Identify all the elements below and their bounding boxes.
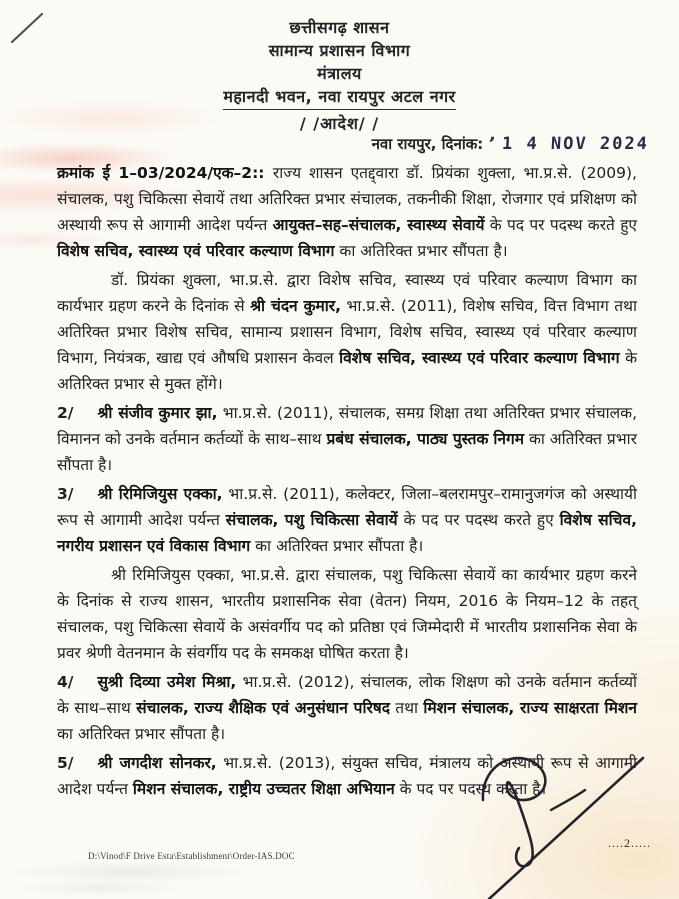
text-segment: तथा [390, 699, 424, 717]
text-segment: है। [532, 780, 547, 798]
bold-text-segment: श्री संजीव कुमार झा, [97, 404, 218, 422]
text-segment: के पद पर पदस्थ करता [394, 780, 533, 798]
document-header [0, 16, 679, 110]
bold-text-segment: क्रमांक ई 1–03/2024/एक–2:: [57, 164, 273, 182]
place-and-date-line [372, 134, 649, 154]
text-segment: राज्य शासन एतद्द्वारा डॉ. प्रियंका शुक्ला, भा.प्र.से. (2009), संचालक, पशु चिकित्सा सेवायें तथा अतिरिक्त प्रभार संचालक, तकनीकी शिक्षा, रोजगार एवं प्रशिक्षण को अस्थायी रूप से आगामी आदेश पर्यन्त [57, 164, 637, 234]
bold-text-segment: श्री जगदीश सोनकर, [97, 754, 217, 772]
text-segment: का अतिरिक्त प्रभार सौंपता है। [250, 537, 424, 555]
bold-text-segment: श्री चंदन कुमार, [250, 297, 341, 315]
department-name: सामान्य प्रशासन विभाग [268, 41, 411, 60]
text-segment: भा.प्र.से. (2013), संयुक्त सचिव, मंत्रालय को अस्थायी रूप से आगामी आदेश पर्यन्त [57, 754, 637, 798]
bold-text-segment: श्री रिमिजियुस एक्का, [97, 485, 223, 503]
paragraph-number: 5/ [57, 754, 74, 772]
bold-text-segment: परिवार कल्याण विभाग [490, 349, 620, 367]
government-name: छत्तीसगढ़ शासन [289, 18, 390, 37]
text-segment: भा.प्र.से. (2011), संचालक, समग्र शिक्षा तथा अतिरिक्त प्रभार संचालक, विमानन को उनके वर्तमान कर्तव्यों के साथ–साथ [57, 404, 638, 448]
text-segment: के पद पर पदस्थ करते हुए [397, 511, 560, 529]
order-paragraphs [57, 160, 637, 805]
signature-scribble [455, 738, 679, 899]
pen-tick-mark: ’ [486, 133, 497, 155]
bold-text-segment: निगम [493, 430, 524, 448]
text-segment: का अतिरिक्त प्रभार सौंपता है। [334, 242, 508, 260]
order-paragraph [57, 400, 637, 478]
bold-text-segment: सुश्री दिव्या उमेश मिश्रा, [97, 673, 237, 691]
bold-text-segment: विशेष सचिव, नगरीय प्रशासन एवं विकास विभाग [57, 511, 637, 555]
bold-text-segment: मिशन संचालक, राष्ट्रीय उच्चतर शिक्षा अभियान [132, 780, 395, 798]
text-segment: के पद पर पदस्थ करते हुए [484, 216, 637, 234]
text-segment: भा.प्र.से. (2011), कलेक्टर, जिला–बलरामपुर–रामानुजगंज को अस्थायी रूप से आगामी आदेश पर्यन्त [57, 485, 637, 529]
text-segment: का अतिरिक्त प्रभार सौंपता है। [57, 430, 637, 474]
place-date-label: नवा रायपुर, दिनांक: [371, 135, 484, 153]
ministry-name: मंत्रालय [317, 64, 362, 83]
bold-text-segment: विशेष सचिव, स्वास्थ्य एवं परिवार कल्याण विभाग [57, 242, 335, 260]
bold-text-segment: संचालक, राज्य शैक्षिक एवं अनुसंधान परिषद [136, 699, 390, 717]
bold-text-segment: विशेष सचिव, स्वास्थ्य एवं [339, 349, 485, 367]
text-segment: के अतिरिक्त प्रभार से मुक्त होंगे। [57, 349, 637, 393]
order-paragraph [57, 267, 637, 397]
bold-text-segment: मिशन संचालक, राज्य साक्षरता मिशन [423, 699, 637, 717]
text-segment: का अतिरिक्त प्रभार सौंपता है। [57, 725, 226, 743]
text-segment: भा.प्र.से. (2011), विशेष सचिव, वित्त विभाग तथा अतिरिक्त प्रभार विशेष सचिव, सामान्य प्रशासन विभाग, विशेष सचिव, स्वास्थ्य एवं परिवार कल्याण विभाग, नियंत्रक, खाद्य एवं औषधि प्रशासन केवल [57, 297, 638, 367]
text-segment: श्री रिमिजियुस एक्का, भा.प्र.से. द्वारा संचालक, पशु चिकित्सा सेवायें का कार्यभार ग्रहण करने के दिनांक से राज्य शासन, भारतीय प्रशासनिक सेवा (वेतन) नियम, 2016 के नियम–12 के तहत् संचालक, पशु चिकित्सा सेवायें के असंवर्गीय पद को प्रतिष्ठा एवं जिम्मेदारी में भारतीय प्रशासनिक सेवा के प्रवर श्रेणी वेतनमान के संवर्गीय पद के समकक्ष घोषित करता है। [57, 566, 637, 662]
text-segment: भा.प्र.से. (2012), संचालक, लोक शिक्षण को उनके वर्तमान कर्तव्यों के साथ–साथ [57, 673, 637, 717]
bold-text-segment: आयुक्त–सह–संचालक, स्वास्थ्य सेवायें [272, 216, 485, 234]
paragraph-number: 4/ [57, 673, 74, 691]
date-stamp: 1 4 NOV 2024 [501, 134, 650, 154]
text-segment: डॉ. प्रियंका शुक्ला, भा.प्र.से. द्वारा विशेष सचिव, स्वास्थ्य एवं परिवार कल्याण विभाग का कार्यभार ग्रहण करने के दिनांक से [57, 271, 637, 315]
order-paragraph [57, 481, 637, 559]
order-paragraph [57, 562, 637, 666]
address-line: महानदी भवन, नवा रायपुर अटल नगर [223, 85, 455, 110]
order-paragraph [57, 669, 637, 747]
paragraph-number: 2/ [57, 404, 74, 422]
bold-text-segment: संचालक, पशु चिकित्सा सेवायें [225, 511, 398, 529]
page-number: ....2..... [608, 836, 651, 850]
order-title: / /आदेश/ / [299, 114, 380, 133]
file-path: D:\Vinod\F Drive Esta\Establishment\Order-IAS.DOC [88, 851, 295, 861]
paragraph-number: 3/ [57, 485, 74, 503]
bold-text-segment: प्रबंध संचालक, पाठ्य पुस्तक [326, 430, 489, 448]
order-paragraph [57, 160, 637, 264]
